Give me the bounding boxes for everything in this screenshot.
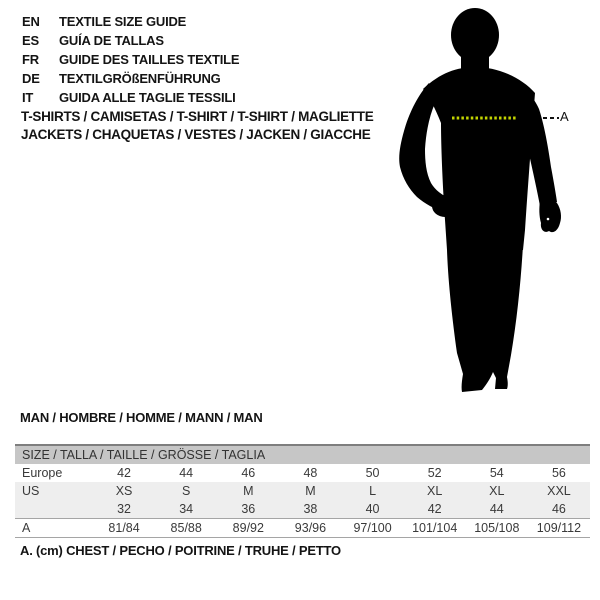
size-cell: 42 xyxy=(117,466,132,480)
language-text: TEXTILGRÖßENFÜHRUNG xyxy=(59,71,221,86)
language-code: IT xyxy=(22,90,34,105)
size-cell: 42 xyxy=(427,502,442,516)
row-label: US xyxy=(22,484,40,498)
category-line-tshirts: T-SHIRTS / CAMISETAS / T-SHIRT / T-SHIRT / MAGLIETTE xyxy=(21,109,374,124)
language-text: TEXTILE SIZE GUIDE xyxy=(59,14,187,29)
table-row-europe xyxy=(15,464,590,482)
language-row-es xyxy=(22,31,239,50)
size-cell: 56 xyxy=(551,466,566,480)
size-cell: 54 xyxy=(489,466,504,480)
size-cell: 105/108 xyxy=(474,521,520,535)
size-cell: 40 xyxy=(365,502,380,516)
language-text: GUIDE DES TAILLES TEXTILE xyxy=(59,52,240,67)
size-cell: XL xyxy=(489,484,505,498)
size-cell: 89/92 xyxy=(232,521,264,535)
size-cell: 81/84 xyxy=(108,521,140,535)
size-cell: 32 xyxy=(117,502,132,516)
row-label xyxy=(15,500,93,519)
size-cell: 34 xyxy=(179,502,194,516)
language-list xyxy=(22,12,239,107)
section-title-man: MAN / HOMBRE / HOMME / MANN / MAN xyxy=(20,410,263,425)
size-cell: 97/100 xyxy=(353,521,392,535)
size-cell: L xyxy=(369,484,377,498)
size-table-header: SIZE / TALLA / TAILLE / GRÖSSE / TAGLIA xyxy=(15,446,590,464)
size-cell: XL xyxy=(427,484,443,498)
table-row-us xyxy=(15,482,590,500)
category-line-jackets: JACKETS / CHAQUETAS / VESTES / JACKEN / GIACCHE xyxy=(21,127,371,142)
size-cell: M xyxy=(243,484,254,498)
size-cell: M xyxy=(305,484,316,498)
language-code: DE xyxy=(22,71,40,86)
row-label: A xyxy=(22,521,31,535)
size-cell: XS xyxy=(115,484,133,498)
table-row-chest-a xyxy=(15,519,590,538)
language-code: FR xyxy=(22,52,39,67)
size-cell: 36 xyxy=(241,502,256,516)
size-cell: 46 xyxy=(551,502,566,516)
language-text: GUÍA DE TALLAS xyxy=(59,33,164,48)
size-cell: 38 xyxy=(303,502,318,516)
row-label: Europe xyxy=(22,466,63,480)
silhouette-shapes xyxy=(399,8,561,392)
language-code: EN xyxy=(22,14,40,29)
language-row-de xyxy=(22,69,239,88)
size-cell: 109/112 xyxy=(536,521,582,535)
garment-categories xyxy=(21,108,373,144)
size-cell: 44 xyxy=(489,502,504,516)
size-cell: S xyxy=(182,484,191,498)
man-silhouette-figure xyxy=(395,5,580,397)
size-cell: 93/96 xyxy=(294,521,327,535)
measurement-footnote: A. (cm) CHEST / PECHO / POITRINE / TRUHE / PETTO xyxy=(20,543,341,558)
size-cell: 85/88 xyxy=(170,521,202,535)
size-table xyxy=(15,444,590,538)
size-table-grid xyxy=(15,464,590,537)
size-cell: 52 xyxy=(427,466,442,480)
size-cell: 44 xyxy=(179,466,194,480)
language-code: ES xyxy=(22,33,39,48)
language-text: GUIDA ALLE TAGLIE TESSILI xyxy=(59,90,236,105)
size-cell: 48 xyxy=(303,466,318,480)
size-cell: 46 xyxy=(241,466,256,480)
size-cell: XXL xyxy=(547,484,571,498)
language-row-en xyxy=(22,12,239,31)
hand-detail xyxy=(547,218,550,221)
size-cell: 50 xyxy=(365,466,380,480)
language-row-fr xyxy=(22,50,239,69)
table-row-numeric xyxy=(15,500,590,519)
size-cell: 101/104 xyxy=(412,521,458,535)
chest-measure-label: A xyxy=(560,109,569,124)
man-silhouette xyxy=(395,5,580,397)
language-row-it xyxy=(22,88,239,107)
